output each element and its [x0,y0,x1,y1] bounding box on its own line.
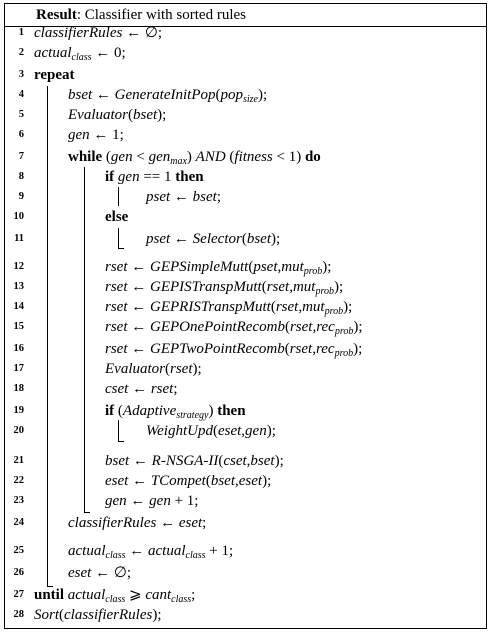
line-number: 23 [13,495,24,506]
line-number: 22 [13,475,24,486]
while-block-end [84,512,90,513]
line-code: rset ← GEPSimpleMutt(pset,mut$_{prob}$); [105,259,332,277]
line-number: 14 [13,301,24,312]
line-number: 16 [13,343,24,354]
result-label: Result [36,7,77,23]
code-line [0,470,480,492]
line-number: 21 [13,455,24,466]
code-line [0,338,480,360]
code-line [0,512,480,534]
line-code: gen ← 1; [68,127,124,143]
line-number: 12 [13,261,24,272]
line-number: 28 [13,609,24,620]
code-line [0,296,480,318]
result-text: : Classifier with sorted rules [76,7,246,23]
line-code: eset ← ∅; [68,565,132,581]
then-block-bar [118,187,119,206]
line-code: rset ← GEPTwoPointRecomb(rset,rec$_{prob}$); [105,341,363,359]
code-line [0,228,480,250]
line-code: actual$_{class}$ ← actual$_{class}$ + 1; [68,543,234,561]
line-code: pset ← bset; [146,189,222,205]
line-code: if gen == 1 then [105,169,204,185]
code-line [0,84,480,106]
else-block-end [118,248,124,249]
line-number: 25 [13,545,24,556]
line-number: 17 [13,363,24,374]
line-number: 7 [18,151,24,162]
line-number: 15 [13,321,24,332]
line-number: 1 [18,27,24,38]
line-code: rset ← GEPOnePointRecomb(rset,rec$_{prob}$); [105,319,363,337]
line-number: 8 [18,171,24,182]
line-number: 2 [18,47,24,58]
code-line [0,316,480,338]
line-number: 18 [13,383,24,394]
code-line [0,276,480,298]
line-code: if (Adaptive$_{strategy}$) then [105,403,246,421]
line-number: 5 [18,109,24,120]
code-line [0,256,480,278]
line-number: 13 [13,281,24,292]
line-number: 26 [13,567,24,578]
code-line [0,540,480,562]
code-line [0,358,480,380]
else-block-bar [118,228,119,248]
code-line [0,186,480,208]
line-number: 27 [13,589,24,600]
line-number: 3 [18,69,24,80]
line-number: 19 [13,405,24,416]
line-code: Evaluator(rset); [105,361,202,377]
line-code: until actual$_{class}$ ⩾ cant$_{class}$; [34,587,196,605]
code-line [0,400,480,422]
line-code: bset ← GenerateInitPop(pop$_{size}$); [68,87,268,105]
code-line [0,562,480,584]
line-code: rset ← GEPISTranspMutt(rset,mut$_{prob}$); [105,279,344,297]
line-code: else [105,209,129,225]
line-code: classifierRules ← eset; [68,515,207,531]
code-line [0,22,480,44]
line-code: eset ← TCompet(bset,eset); [105,473,272,489]
code-line [0,206,480,228]
code-line [0,584,480,606]
line-code: actual$_{class}$ ← 0; [34,45,126,63]
line-number: 11 [14,233,24,244]
line-number: 6 [18,129,24,140]
code-line [0,42,480,64]
line-code: Sort(classifierRules); [34,607,162,623]
if-adaptive-block-end [118,441,124,442]
line-code: pset ← Selector(bset); [146,231,281,247]
line-code: WeightUpd(eset,gen); [146,423,276,439]
line-code: bset ← R-NSGA-II(cset,bset); [105,453,284,469]
code-line [0,146,480,168]
line-code: repeat [34,67,75,83]
while-block-bar [84,167,85,512]
line-code: classifierRules ← ∅; [34,25,163,41]
code-line [0,104,480,126]
line-code: while (gen < gen$_{max}$) AND (fitness < 1) do [68,149,321,167]
line-number: 20 [13,425,24,436]
code-line [0,166,480,188]
repeat-block-end [47,586,53,587]
line-number: 4 [18,89,24,100]
line-code: Evaluator(bset); [68,107,167,123]
code-line [0,604,480,626]
code-line [0,490,480,512]
if-adaptive-block-bar [118,420,119,441]
line-code: gen ← gen + 1; [105,493,199,509]
line-code: rset ← GEPRISTranspMutt(rset,mut$_{prob}$); [105,299,353,317]
line-number: 9 [18,191,24,202]
line-code: cset ← rset; [105,381,178,397]
line-number: 10 [13,211,24,222]
code-line [0,420,480,442]
code-line [0,378,480,400]
line-number: 24 [13,517,24,528]
repeat-block-bar [47,86,48,586]
code-line [0,64,480,86]
code-line [0,124,480,146]
code-line [0,450,480,472]
